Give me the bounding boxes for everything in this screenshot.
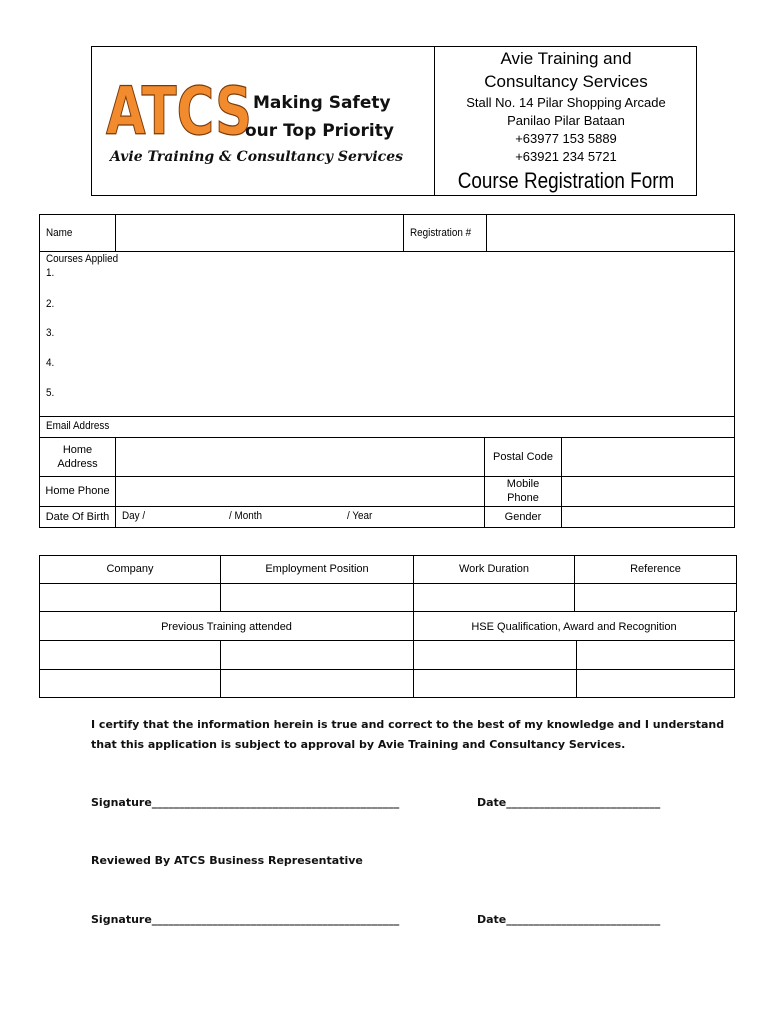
form-title-wrap xyxy=(435,168,697,194)
previous-training-header: Previous Training attended xyxy=(161,621,292,633)
logo-text: ATCS xyxy=(106,73,252,145)
postal-code-label: Postal Code xyxy=(493,451,553,463)
form-title: Course Registration Form xyxy=(457,168,675,193)
home-phone-field[interactable] xyxy=(117,478,483,505)
dob-year[interactable]: / Year xyxy=(347,510,373,522)
date-line-2[interactable]: Date____________________________ xyxy=(477,913,661,926)
course-item-5[interactable]: 5. xyxy=(46,387,55,399)
work-duration-header: Work Duration xyxy=(458,563,530,575)
training-field-1b[interactable] xyxy=(222,642,412,668)
training-field-2a[interactable] xyxy=(41,671,219,696)
training-field-1a[interactable] xyxy=(41,642,219,668)
slogan-line2: our Top Priority xyxy=(245,121,394,141)
hse-qualification-header: HSE Qualification, Award and Recognition xyxy=(471,621,677,633)
hse-field-2a[interactable] xyxy=(415,671,575,696)
phone-1: +63977 153 5889 xyxy=(515,131,617,146)
address-line2: Panilao Pilar Bataan xyxy=(507,113,625,128)
dob-day[interactable]: Day / xyxy=(122,510,146,522)
course-item-3[interactable]: 3. xyxy=(46,327,55,339)
hse-field-1a[interactable] xyxy=(415,642,575,668)
reviewed-by-label: Reviewed By ATCS Business Representative xyxy=(91,854,363,867)
slogan-line1: Making Safety xyxy=(253,93,391,113)
postal-code-field[interactable] xyxy=(563,439,733,475)
registration-field[interactable] xyxy=(488,216,733,250)
gender-field[interactable] xyxy=(563,508,733,526)
company-field[interactable] xyxy=(41,585,219,610)
home-phone-label: Home Phone xyxy=(45,485,110,497)
mobile-phone-field[interactable] xyxy=(563,478,733,505)
course-item-1[interactable]: 1. xyxy=(46,267,55,279)
work-duration-field[interactable] xyxy=(415,585,573,610)
name-label: Name xyxy=(46,227,73,239)
atcs-logo xyxy=(104,70,254,145)
signature-line-1[interactable]: Signature_____________________________________________ xyxy=(91,796,400,809)
employment-position-field[interactable] xyxy=(222,585,412,610)
hse-field-2b[interactable] xyxy=(578,671,733,696)
certification-line1: I certify that the information herein is true and correct to the best of my knowledge and I understand xyxy=(91,718,725,731)
gender-label: Gender xyxy=(504,511,542,523)
course-item-4[interactable]: 4. xyxy=(46,357,55,369)
certification-line2: that this application is subject to approval by Avie Training and Consultancy Services. xyxy=(91,738,626,751)
email-label: Email Address xyxy=(46,420,110,432)
company-header: Company xyxy=(106,563,154,575)
employment-position-header: Employment Position xyxy=(265,563,369,575)
dob-month[interactable]: / Month xyxy=(229,510,263,522)
date-line-1[interactable]: Date____________________________ xyxy=(477,796,661,809)
script-company-name: Avie Training & Consultancy Services xyxy=(110,149,403,165)
course-item-2[interactable]: 2. xyxy=(46,298,55,310)
mobile-phone-label: Mobile Phone xyxy=(506,478,540,504)
training-field-2b[interactable] xyxy=(222,671,412,696)
reference-header: Reference xyxy=(630,563,681,575)
phone-2: +63921 234 5721 xyxy=(515,149,617,164)
home-address-label: Home Address xyxy=(57,444,98,470)
org-name-line2: Consultancy Services xyxy=(484,72,648,91)
home-address-field[interactable] xyxy=(117,439,483,475)
reference-field[interactable] xyxy=(576,585,735,610)
courses-applied-label: Courses Applied xyxy=(46,253,119,265)
org-name-line1: Avie Training and xyxy=(500,49,632,68)
signature-line-2[interactable]: Signature_____________________________________________ xyxy=(91,913,400,926)
address-line1: Stall No. 14 Pilar Shopping Arcade xyxy=(466,95,666,110)
dob-label: Date Of Birth xyxy=(45,511,110,523)
hse-field-1b[interactable] xyxy=(578,642,733,668)
name-field[interactable] xyxy=(117,216,402,250)
registration-label: Registration # xyxy=(410,227,472,239)
